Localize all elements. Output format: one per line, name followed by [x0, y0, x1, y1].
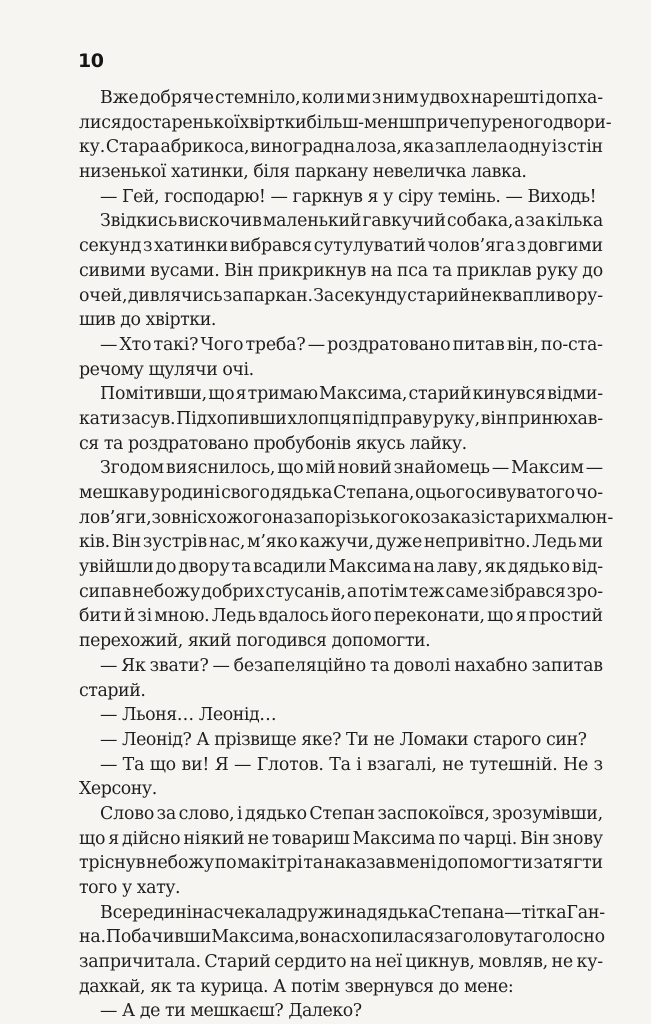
text-line: бити й зі мною. Ледь вдалось його переконати, що я простий [79, 606, 603, 627]
page-text [79, 86, 613, 1024]
text-line: кати засув. Підхопивши хлопця під праву руку, він принюхав- [79, 408, 603, 429]
text-line: лов’яги, зовні схожого на запорізького козака зі старих малюн- [79, 507, 613, 528]
text-line: Звідкись вискочив маленький гавкучий собака, а за кілька [100, 211, 603, 232]
page-number: 10 [78, 50, 104, 72]
text-line: — Льоня… Леонід… [100, 705, 277, 726]
text-line: шив до хвіртки. [79, 310, 216, 331]
text-line: Всередині нас чекала дружина дядька Степана — тітка Ган- [100, 902, 605, 923]
text-line: старий. [79, 680, 146, 701]
text-line: секунд з хатинки вибрався сутулуватий чолов’яга з довгими [79, 236, 603, 257]
text-line: речому щулячи очі. [79, 359, 254, 380]
text-line: тріснув небожу по макітрі та наказав мені допомогти затягти [79, 853, 603, 874]
text-line: Згодом вияснилось, що мій новий знайомець — Максим — [100, 458, 603, 479]
text-line: — А де ти мешкаєш? Далеко? [100, 1001, 362, 1022]
text-line: мешкав у родині свого дядька Степана, оцього сивуватого чо- [79, 483, 603, 503]
text-line: — Як звати? — безапеляційно та доволі нахабно запитав [100, 655, 603, 676]
text-line: — Та що ви! Я — Глотов. Та і взагалі, не тутешній. Не з [100, 754, 603, 775]
text-line: — Гей, господарю! — гаркнув я у сіру темінь. — Виходь! [100, 186, 597, 207]
text-line: низенької хатинки, біля паркану невеличка лавка. [79, 162, 527, 183]
text-line: Слово за слово, і дядько Степан заспокоївся, зрозумівши, [100, 803, 603, 824]
text-line: перехожий, який погодився допомогти. [79, 631, 431, 652]
text-line: дахкай, як та курица. А потім звернувся до мене: [79, 976, 514, 997]
text-line: на. Побачивши Максима, вона схопилася за голову та голосно [79, 927, 605, 948]
text-line: Херсону. [79, 779, 157, 800]
text-line: ків. Він зустрів нас, м’яко кажучи, дуже непривітно. Ледь ми [79, 532, 603, 553]
text-line: лися до старенької хвіртки більш-менш причепуреного двори- [79, 112, 612, 133]
text-line: ся та роздратовано пробубонів якусь лайку. [79, 433, 467, 454]
text-line: очей, дивлячись за паркан. За секунду старий неквапливо ру- [79, 285, 603, 306]
text-line: того у хату. [79, 878, 181, 898]
text-line: увійшли до двору та всадили Максима на лаву, як дядько від- [79, 557, 603, 578]
text-line: — Леонід? А прізвище яке? Ти не Ломаки старого син? [100, 729, 587, 750]
text-line: сивими вусами. Він прикрикнув на пса та приклав руку до [79, 260, 603, 281]
text-line: запричитала. Старий сердито на неї цикнув, мовляв, не ку- [79, 952, 603, 973]
text-line: — Хто такі? Чого треба? — роздратовано питав він, по-ста- [100, 334, 603, 355]
text-line: ку. Стара абрикоса, виноградна лоза, яка заплела одну із стін [79, 137, 603, 158]
text-line: Помітивши, що я тримаю Максима, старий кинувся відми- [100, 384, 603, 405]
text-line: Вже добряче стемніло, коли ми з ним удвох нарешті допха- [100, 88, 603, 108]
text-line: що я дійсно ніякий не товариш Максима по чарці. Він знову [79, 828, 603, 849]
text-line: сипав небожу добрих стусанів, а потім теж саме зібрався зро- [79, 581, 603, 602]
